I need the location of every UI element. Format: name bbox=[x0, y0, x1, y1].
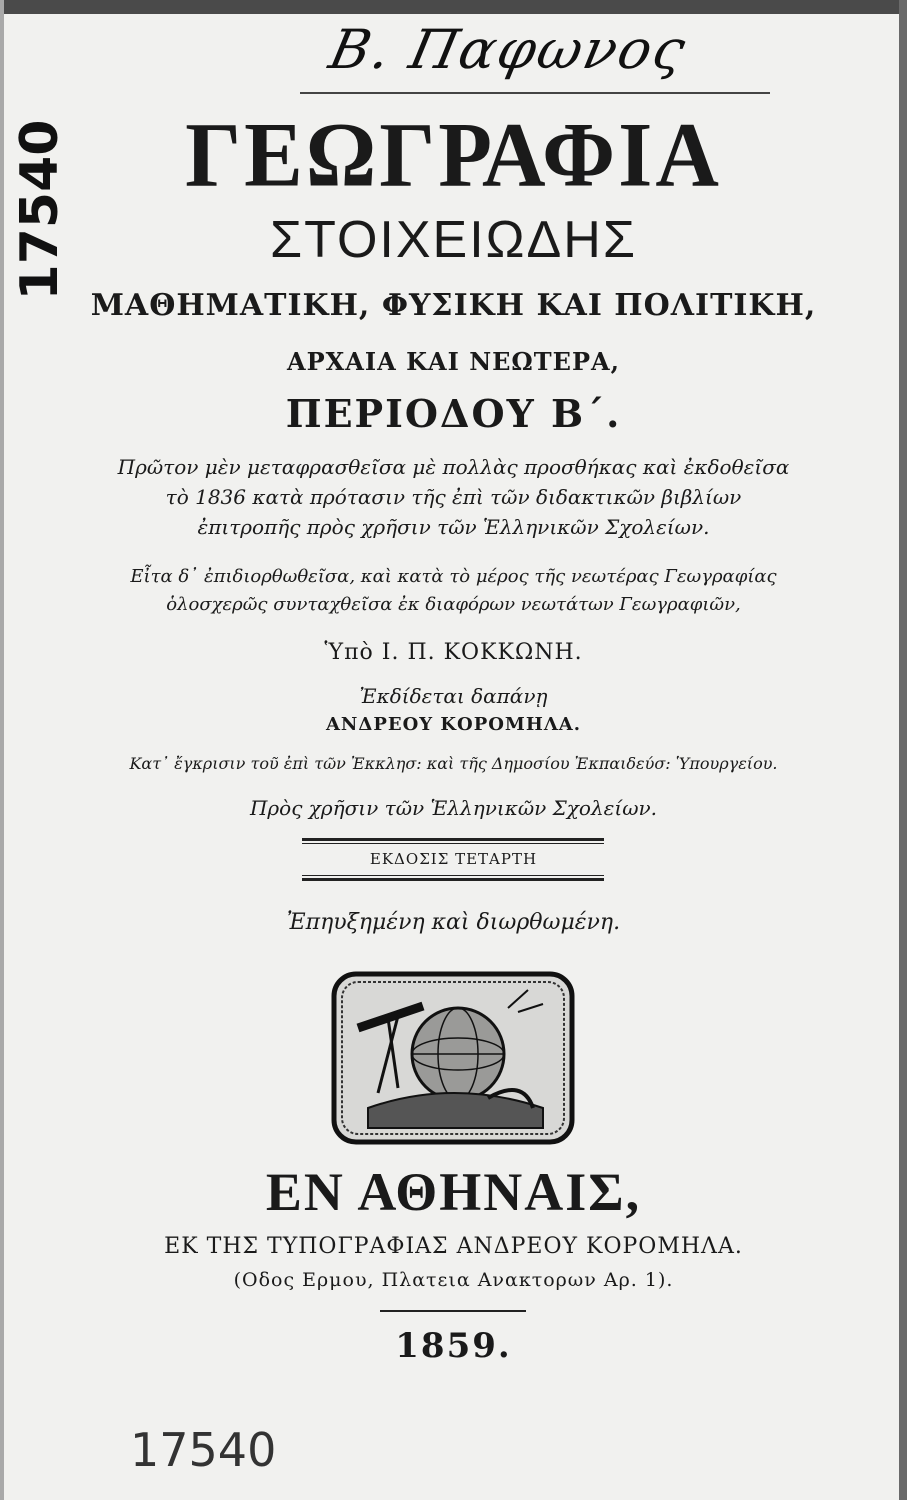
scan-edge-right bbox=[899, 0, 907, 1500]
imprint-year: 1859. bbox=[395, 1326, 512, 1366]
description-line-2: τὸ 1836 κατὰ πρότασιν τῆς ἐπὶ τῶν διδακτικῶν βιβλίων bbox=[165, 485, 742, 509]
publisher-line-1: Ἐκδίδεται δαπάνῃ bbox=[359, 684, 548, 708]
scan-edge-top bbox=[0, 0, 907, 14]
imprint-address: (Οδος Ερμου, Πλατεια Ανακτορων Αρ. 1). bbox=[233, 1269, 674, 1291]
imprint-press: ΕΚ ΤΗΣ ΤΥΠΟΓΡΑΦΙΑΣ ΑΝΔΡΕΟΥ ΚΟΡΟΜΗΛΑ. bbox=[164, 1234, 743, 1259]
signature-underline bbox=[300, 92, 770, 94]
imprint-city: ΕΝ ΑΘΗΝΑΙΣ, bbox=[265, 1162, 642, 1222]
scan-edge-left bbox=[0, 0, 4, 1500]
approval-line: Κατ᾽ ἔγκρισιν τοῦ ἐπὶ τῶν Ἐκκλησ: καὶ τῆς Δημοσίου Ἐκπαιδεύσ: Ὑπουργείου. bbox=[129, 754, 778, 773]
edition-rule-top-thin bbox=[302, 843, 604, 844]
author-line: Ὑπὸ Ι. Π. ΚΟΚΚΩΝΗ. bbox=[324, 640, 583, 665]
school-use-line: Πρὸς χρῆσιν τῶν Ἑλληνικῶν Σχολείων. bbox=[249, 796, 658, 820]
subtitle-ancient-modern: ΑΡΧΑΙΑ ΚΑΙ ΝΕΩΤΕΡΑ, bbox=[287, 347, 620, 376]
subtitle-elementary: ΣΤΟΙΧΕΙΩΔΗΣ bbox=[270, 211, 637, 269]
description-line-4: Εἶτα δ᾽ ἐπιδιορθωθεῖσα, καὶ κατὰ τὸ μέρος τῆς νεωτέρας Γεωγραφίας bbox=[130, 566, 777, 587]
edition-rule-top bbox=[302, 838, 604, 841]
book-title: ΓΕΩΓΡΑΦΙΑ bbox=[185, 104, 722, 207]
subtitle-branches: ΜΑΘΗΜΑΤΙΚΗ, ΦΥΣΙΚΗ ΚΑΙ ΠΟΛΙΤΙΚΗ, bbox=[90, 288, 817, 323]
shelfmark-bottom: 17540 bbox=[130, 1423, 277, 1477]
publisher-line-2: ΑΝΔΡΕΟΥ ΚΟΡΟΜΗΛΑ. bbox=[325, 714, 582, 735]
edition-rule-bottom-thin bbox=[302, 875, 604, 876]
imprint-rule bbox=[380, 1310, 526, 1312]
description-line-1: Πρῶτον μὲν μεταφρασθεῖσα μὲ πολλὰς προσθήκας καὶ ἐκδοθεῖσα bbox=[117, 455, 790, 479]
shelfmark-side: 17540 bbox=[10, 119, 70, 301]
augmented-edition-line: Ἐπηυξημένη καὶ διωρθωμένη. bbox=[286, 910, 621, 935]
edition-rule-bottom bbox=[302, 878, 604, 881]
edition-statement: ΕΚΔΟΣΙΣ ΤΕΤΑΡΤΗ bbox=[369, 850, 538, 868]
subtitle-period: ΠΕΡΙΟΔΟΥ Β΄. bbox=[285, 391, 622, 436]
handwritten-signature: Β. Παφωνος bbox=[324, 18, 693, 81]
globe-telescope-vignette-icon bbox=[328, 968, 578, 1148]
description-line-5: ὁλοσχερῶς συνταχθεῖσα ἐκ διαφόρων νεωτάτων Γεωγραφιῶν, bbox=[166, 594, 741, 615]
description-line-3: ἐπιτροπῆς πρὸς χρῆσιν τῶν Ἑλληνικῶν Σχολείων. bbox=[197, 515, 710, 539]
